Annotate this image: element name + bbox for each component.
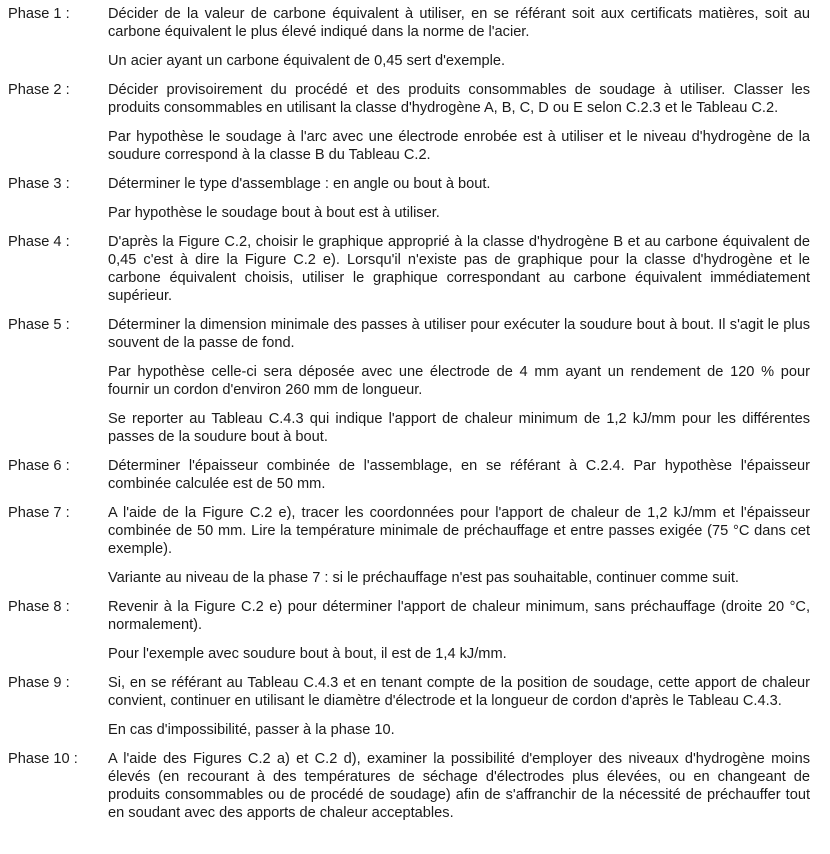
phase-body <box>108 674 810 750</box>
phase-paragraph: Se reporter au Tableau C.4.3 qui indique l'apport de chaleur minimum de 1,2 kJ/mm pour les différentes passes de la soudure bout à bout. <box>108 411 810 445</box>
phase-paragraph: Un acier ayant un carbone équivalent de 0,45 sert d'exemple. <box>108 53 506 69</box>
phase-3-row <box>8 175 810 233</box>
phase-paragraph: Déterminer la dimension minimale des passes à utiliser pour exécuter la soudure bout à bout. Il s'agit le plus souvent de la passe de fond. <box>108 317 810 351</box>
phase-paragraph: Décider de la valeur de carbone équivalent à utiliser, en se référant soit aux certificats matières, soit au carbone équivalent le plus élevé indiqué dans la norme de l'acier. <box>108 6 810 40</box>
phase-label: Phase 7 : <box>8 505 70 521</box>
phase-paragraph: A l'aide des Figures C.2 a) et C.2 d), examiner la possibilité d'employer des niveaux d'hydrogène moins élevés (en recourant à des températures de séchage d'électrodes plus élevées, ou en changeant de produits consommables ou de procédé de soudage) afin de s'affranchir de la nécessité de préchauffer tout en soudant avec des apports de chaleur acceptables. <box>108 751 810 821</box>
phase-paragraph: En cas d'impossibilité, passer à la phase 10. <box>108 722 395 738</box>
phase-label: Phase 5 : <box>8 317 70 333</box>
phase-1-row <box>8 5 810 81</box>
phase-body <box>108 504 810 569</box>
phase-label: Phase 4 : <box>8 234 70 250</box>
phase-6-row <box>8 457 810 504</box>
phase-paragraph: Par hypothèse celle-ci sera déposée avec une électrode de 4 mm ayant un rendement de 120 % pour fournir un cordon d'environ 260 mm de longueur. <box>108 364 810 398</box>
phase-paragraph: Déterminer l'épaisseur combinée de l'assemblage, en se référant à C.2.4. Par hypothèse l'épaisseur combinée calculée est de 50 mm. <box>108 458 810 492</box>
phase-9-row <box>8 598 810 674</box>
phase-paragraph: Déterminer le type d'assemblage : en angle ou bout à bout. <box>108 176 491 192</box>
phase-10-row <box>8 674 810 750</box>
phase-4-row <box>8 233 810 316</box>
phase-body <box>108 81 810 175</box>
phase-paragraph: Revenir à la Figure C.2 e) pour déterminer l'apport de chaleur minimum, sans préchauffage (droite 20 °C, normalement). <box>108 599 810 633</box>
phase-paragraph: Décider provisoirement du procédé et des produits consommables de soudage à utiliser. Classer les produits consommables en utilisant la classe d'hydrogène A, B, C, D ou E selon C.2.3 et le Tableau C.2. <box>108 82 810 116</box>
phase-label: Phase 8 : <box>8 599 70 615</box>
phase-body <box>108 5 810 81</box>
phase-body <box>108 569 810 598</box>
phase-label: Phase 10 : <box>8 751 78 767</box>
phase-label: Phase 9 : <box>8 675 70 691</box>
phase-11-row <box>8 750 810 833</box>
phase-paragraph: Par hypothèse le soudage à l'arc avec une électrode enrobée est à utiliser et le niveau d'hydrogène de la soudure correspond à la classe B du Tableau C.2. <box>108 129 810 163</box>
phase-paragraph: Par hypothèse le soudage bout à bout est à utiliser. <box>108 205 440 221</box>
phase-paragraph: D'après la Figure C.2, choisir le graphique approprié à la classe d'hydrogène B et au carbone équivalent de 0,45 c'est à dire la Figure C.2 e). Lorsqu'il n'existe pas de graphique pour la classe d'hydrogène et le carbone équivalent choisis, utiliser le graphique correspondant au carbone équivalent immédiatement supérieur. <box>108 234 810 304</box>
phase-paragraph: A l'aide de la Figure C.2 e), tracer les coordonnées pour l'apport de chaleur de 1,2 kJ/mm et l'épaisseur combinée de 50 mm. Lire la température minimale de préchauffage et entre passes exigée (75 °C dans cet exemple). <box>108 505 810 557</box>
phase-2-row <box>8 81 810 175</box>
phase-body <box>108 175 810 233</box>
phase-body <box>108 750 810 833</box>
phase-body <box>108 457 810 504</box>
phase-paragraph: Variante au niveau de la phase 7 : si le préchauffage n'est pas souhaitable, continuer comme suit. <box>108 570 739 586</box>
phase-label: Phase 6 : <box>8 458 70 474</box>
phase-body <box>108 598 810 674</box>
phase-7-row <box>8 504 810 569</box>
phase-label: Phase 3 : <box>8 176 70 192</box>
phase-label: Phase 1 : <box>8 6 70 22</box>
phase-paragraph: Si, en se référant au Tableau C.4.3 et en tenant compte de la position de soudage, cette apport de chaleur convient, continuer en utilisant le diamètre d'électrode et la longueur de cordon d'après le Tableau C.4.3. <box>108 675 810 709</box>
phase-paragraph: Pour l'exemple avec soudure bout à bout, il est de 1,4 kJ/mm. <box>108 646 507 662</box>
phase-body <box>108 233 810 316</box>
phase-label <box>8 569 108 598</box>
phase-8-row <box>8 569 810 598</box>
phase-5-row <box>8 316 810 457</box>
phase-label: Phase 2 : <box>8 82 70 98</box>
phase-body <box>108 316 810 457</box>
